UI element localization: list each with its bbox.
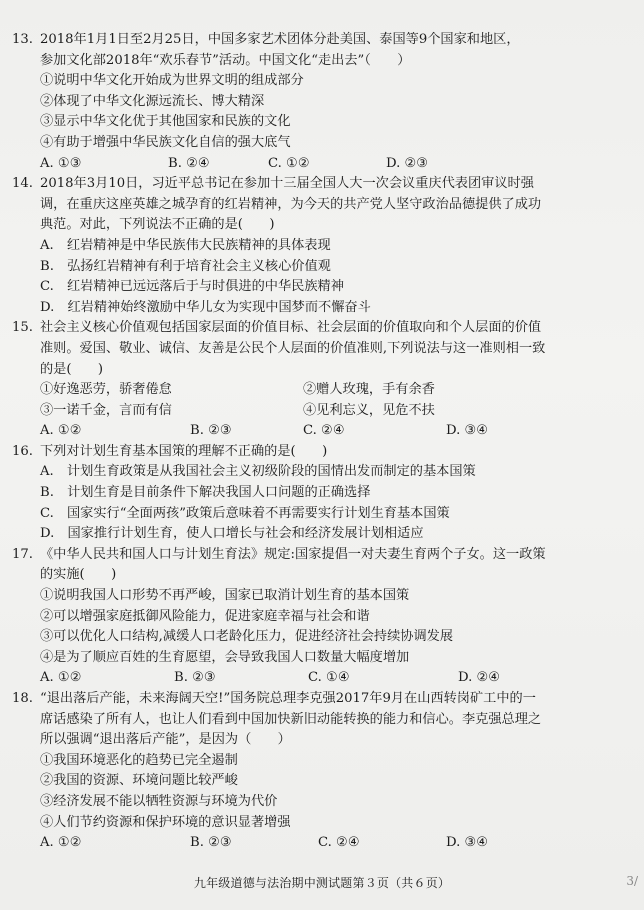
answer-choice-c: C. ②④ [303, 423, 345, 439]
answer-option-d: D. 红岩精神始终激励中华儿女为实现中国梦而不懈奋斗 [40, 299, 371, 315]
answer-option-a: A. 红岩精神是中华民族伟大民族精神的具体表现 [40, 237, 331, 253]
question-number: 13. [12, 32, 33, 47]
question-stem-line: 社会主义核心价值观包括国家层面的价值目标、社会层面的价值取向和个人层面的价值 [40, 320, 542, 336]
answer-choices [12, 833, 612, 854]
answer-option-b: B. 弘扬红岩精神有利于培育社会主义核心价值观 [40, 258, 331, 274]
question-stem-line: 参加文化部2018年“欢乐春节”活动。中国文化“走出去”（ ） [40, 52, 411, 68]
statement-option: ①我国环境恶化的趋势已完全遏制 [40, 752, 238, 768]
answer-choice-d: D. ②④ [458, 670, 501, 686]
answer-choice-a: A. ①② [40, 670, 82, 686]
answer-option-c: C. 国家实行“全面两孩”政策后意味着不再需要实行计划生育基本国策 [40, 505, 450, 521]
question-stem-line: 准则。爱国、敬业、诚信、友善是公民个人层面的价值准则,下列说法与这一准则相一致 [40, 340, 546, 356]
statement-option: ④有助于增强中华民族文化自信的强大底气 [40, 134, 291, 150]
answer-choice-a: A. ①② [40, 423, 82, 439]
question-number: 17. [12, 546, 33, 562]
question-stem-line: 下列对计划生育基本国策的理解不正确的是( ) [40, 443, 328, 459]
question-17 [12, 545, 612, 689]
question-stem-line: 所以强调“退出落后产能”，是因为（ ） [40, 732, 291, 748]
question-list [12, 30, 612, 854]
statement-option: ④人们节约资源和保护环境的意识显著增强 [40, 814, 291, 830]
question-stem-line: 的实施( ) [40, 567, 117, 583]
question-13 [12, 30, 612, 174]
answer-choice-c: C. ①④ [308, 670, 350, 686]
statement-option: ②可以增强家庭抵御风险能力，促进家庭幸福与社会和谐 [40, 608, 370, 624]
statement-option: ③显示中华文化优于其他国家和民族的文化 [40, 114, 291, 130]
answer-choices [12, 668, 612, 689]
answer-choices [12, 154, 612, 175]
answer-option-a: A. 计划生育政策是从我国社会主义初级阶段的国情出发而制定的基本国策 [40, 464, 476, 480]
answer-choice-b: B. ②④ [168, 155, 210, 171]
answer-choices [12, 421, 612, 442]
question-stem-line: 调，在重庆这座英雄之城孕育的红岩精神，为今天的共产党人坚守政治品德提供了成功 [40, 196, 542, 212]
statement-option: ③可以优化人口结构,减缓人口老龄化压力，促进经济社会持续协调发展 [40, 629, 454, 645]
statement-option: ①说明中华文化开始成为世界文明的组成部分 [40, 73, 304, 89]
statement-option: ③一诺千金，言而有信 [40, 402, 172, 418]
statement-option: ②体现了中华文化源远流长、博大精深 [40, 93, 265, 109]
answer-choice-b: B. ②③ [190, 423, 232, 439]
question-16 [12, 442, 612, 545]
question-stem-line: 2018年1月1日至2月25日，中国多家艺术团体分赴美国、泰国等9个国家和地区， [40, 32, 520, 47]
statement-option: ②赠人玫瑰，手有余香 [303, 382, 435, 398]
question-14 [12, 174, 612, 318]
answer-choice-d: D. ③④ [446, 423, 489, 439]
statement-option: ④见利忘义，见危不扶 [303, 402, 435, 418]
question-stem-line: 席话感染了所有人，也让人们看到中国加快新旧动能转换的能力和信心。李克强总理之 [40, 711, 542, 727]
answer-choice-a: A. ①② [40, 835, 82, 851]
answer-option-d: D. 国家推行计划生育，使人口增长与社会和经济发展计划相适应 [40, 526, 424, 542]
question-stem-line: 的是( ) [40, 361, 104, 377]
answer-choice-d: D. ②③ [386, 155, 429, 171]
statement-option: ②我国的资源、环境问题比较严峻 [40, 773, 238, 789]
statement-option: ①说明我国人口形势不再严峻，国家已取消计划生育的基本国策 [40, 588, 410, 604]
answer-choice-c: C. ①② [268, 155, 310, 171]
question-stem-line: 典范。对此，下列说法不正确的是( ) [40, 217, 275, 233]
answer-choice-b: B. ②③ [174, 670, 216, 686]
question-stem-line: 2018年3月10日，习近平总书记在参加十三届全国人大一次会议重庆代表团审议时强 [40, 176, 534, 192]
statement-option: ①好逸恶劳，骄奢倦怠 [40, 382, 172, 398]
answer-option-c: C. 红岩精神已远远落后于与时俱进的中华民族精神 [40, 279, 344, 295]
question-stem-line: “退出落后产能，未来海阔天空!”国务院总理李克强2017年9月在山西转岗矿工中的一 [40, 691, 536, 706]
question-18 [12, 689, 612, 854]
answer-choice-c: C. ②④ [318, 835, 360, 851]
question-number: 14. [12, 176, 33, 192]
question-stem-line: 《中华人民共和国人口与计划生育法》规定:国家提倡一对夫妻生育两个子女。这一政策 [40, 546, 546, 562]
answer-choice-b: B. ②③ [190, 835, 232, 851]
statement-option: ④是为了顺应百姓的生育愿望，会导致我国人口数量大幅度增加 [40, 649, 410, 665]
question-number: 15. [12, 320, 33, 336]
question-number: 16. [12, 443, 33, 459]
question-15 [12, 318, 612, 442]
statement-option: ③经济发展不能以牺牲资源与环境为代价 [40, 793, 278, 809]
answer-option-b: B. 计划生育是目前条件下解决我国人口问题的正确选择 [40, 485, 371, 501]
page-corner-mark: 3/ [626, 874, 638, 888]
answer-choice-d: D. ③④ [446, 835, 489, 851]
page-footer: 九年级道德与法治期中测试题第３页（共６页） [193, 876, 451, 890]
answer-choice-a: A. ①③ [40, 155, 82, 171]
question-number: 18. [12, 691, 33, 706]
